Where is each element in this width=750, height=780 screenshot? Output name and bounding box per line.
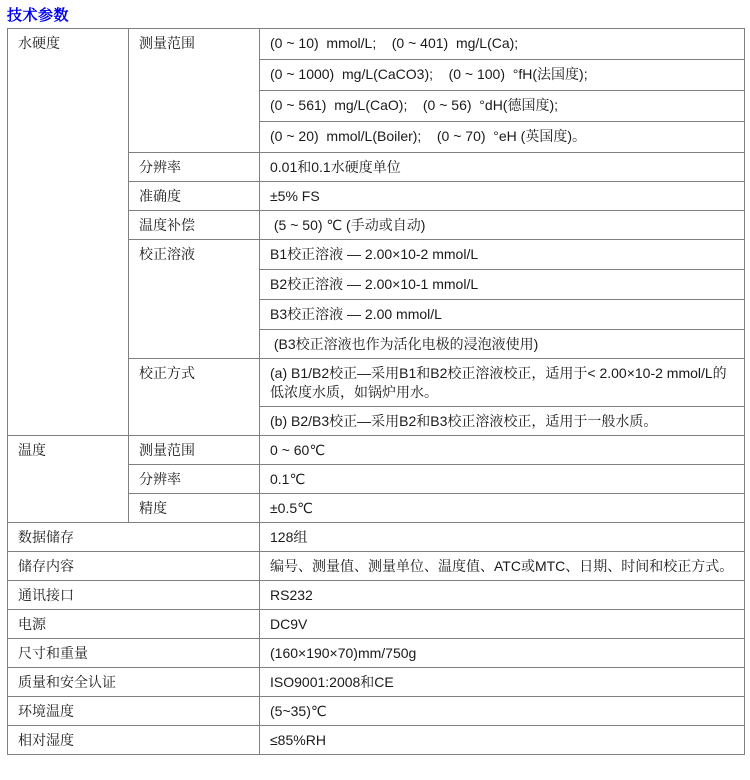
measure-range-value-1: (0 ~ 10) mmol/L; (0 ~ 401) mg/L(Ca); [260,29,745,60]
calibration-solution-b3: B3校正溶液 — 2.00 mmol/L [260,300,745,330]
row-label-temp-precision: 精度 [129,494,260,523]
row-label-storage-content: 储存内容 [8,552,260,581]
section-label-temperature: 温度 [8,436,129,523]
measure-range-value-3: (0 ~ 561) mg/L(CaO); (0 ~ 56) °dH(德国度); [260,91,745,122]
calibration-solution-b1: B1校正溶液 — 2.00×10-2 mmol/L [260,240,745,270]
row-label-size-weight: 尺寸和重量 [8,639,260,668]
table-row [8,523,745,552]
storage-content-value: 编号、测量值、测量单位、温度值、ATC或MTC、日期、时间和校正方式。 [260,552,745,581]
table-row [8,726,745,755]
row-label-temp-resolution: 分辨率 [129,465,260,494]
calibration-solution-note: (B3校正溶液也作为活化电极的浸泡液使用) [260,330,745,359]
table-row [8,697,745,726]
certification-value: ISO9001:2008和CE [260,668,745,697]
row-label-power: 电源 [8,610,260,639]
row-label-data-storage: 数据储存 [8,523,260,552]
table-row [8,668,745,697]
resolution-value: 0.01和0.1水硬度单位 [260,153,745,182]
spec-table [7,28,745,755]
table-row [8,639,745,668]
page-title: 技术参数 [7,7,70,24]
calibration-solution-b2: B2校正溶液 — 2.00×10-1 mmol/L [260,270,745,300]
row-label-certification: 质量和安全认证 [8,668,260,697]
row-label-ambient-temp: 环境温度 [8,697,260,726]
table-row [8,581,745,610]
table-row [8,29,745,60]
power-value: DC9V [260,610,745,639]
row-label-temp-compensation: 温度补偿 [129,211,260,240]
temp-resolution-value: 0.1℃ [260,465,745,494]
table-row [8,552,745,581]
size-weight-value: (160×190×70)mm/750g [260,639,745,668]
row-label-relative-humidity: 相对湿度 [8,726,260,755]
measure-range-value-2: (0 ~ 1000) mg/L(CaCO3); (0 ~ 100) °fH(法国度); [260,60,745,91]
calibration-mode-a: (a) B1/B2校正—采用B1和B2校正溶液校正，适用于< 2.00×10-2 mmol/L的低浓度水质，如锅炉用水。 [260,359,745,407]
relative-humidity-value: ≤85%RH [260,726,745,755]
row-label-comm-interface: 通讯接口 [8,581,260,610]
row-label-calibration-solution: 校正溶液 [129,240,260,359]
temp-measure-range-value: 0 ~ 60℃ [260,436,745,465]
ambient-temp-value: (5~35)℃ [260,697,745,726]
section-label-water-hardness: 水硬度 [8,29,129,436]
measure-range-value-4: (0 ~ 20) mmol/L(Boiler); (0 ~ 70) °eH (英国度)。 [260,122,745,153]
row-label-measure-range: 测量范围 [129,29,260,153]
row-label-calibration-mode: 校正方式 [129,359,260,436]
data-storage-value: 128组 [260,523,745,552]
comm-interface-value: RS232 [260,581,745,610]
calibration-mode-b: (b) B2/B3校正—采用B2和B3校正溶液校正，适用于一般水质。 [260,407,745,436]
table-row [8,610,745,639]
row-label-resolution: 分辨率 [129,153,260,182]
temp-compensation-value: (5 ~ 50) ℃ (手动或自动) [260,211,745,240]
table-row [8,436,745,465]
row-label-accuracy: 准确度 [129,182,260,211]
temp-precision-value: ±0.5℃ [260,494,745,523]
row-label-temp-measure-range: 测量范围 [129,436,260,465]
accuracy-value: ±5% FS [260,182,745,211]
